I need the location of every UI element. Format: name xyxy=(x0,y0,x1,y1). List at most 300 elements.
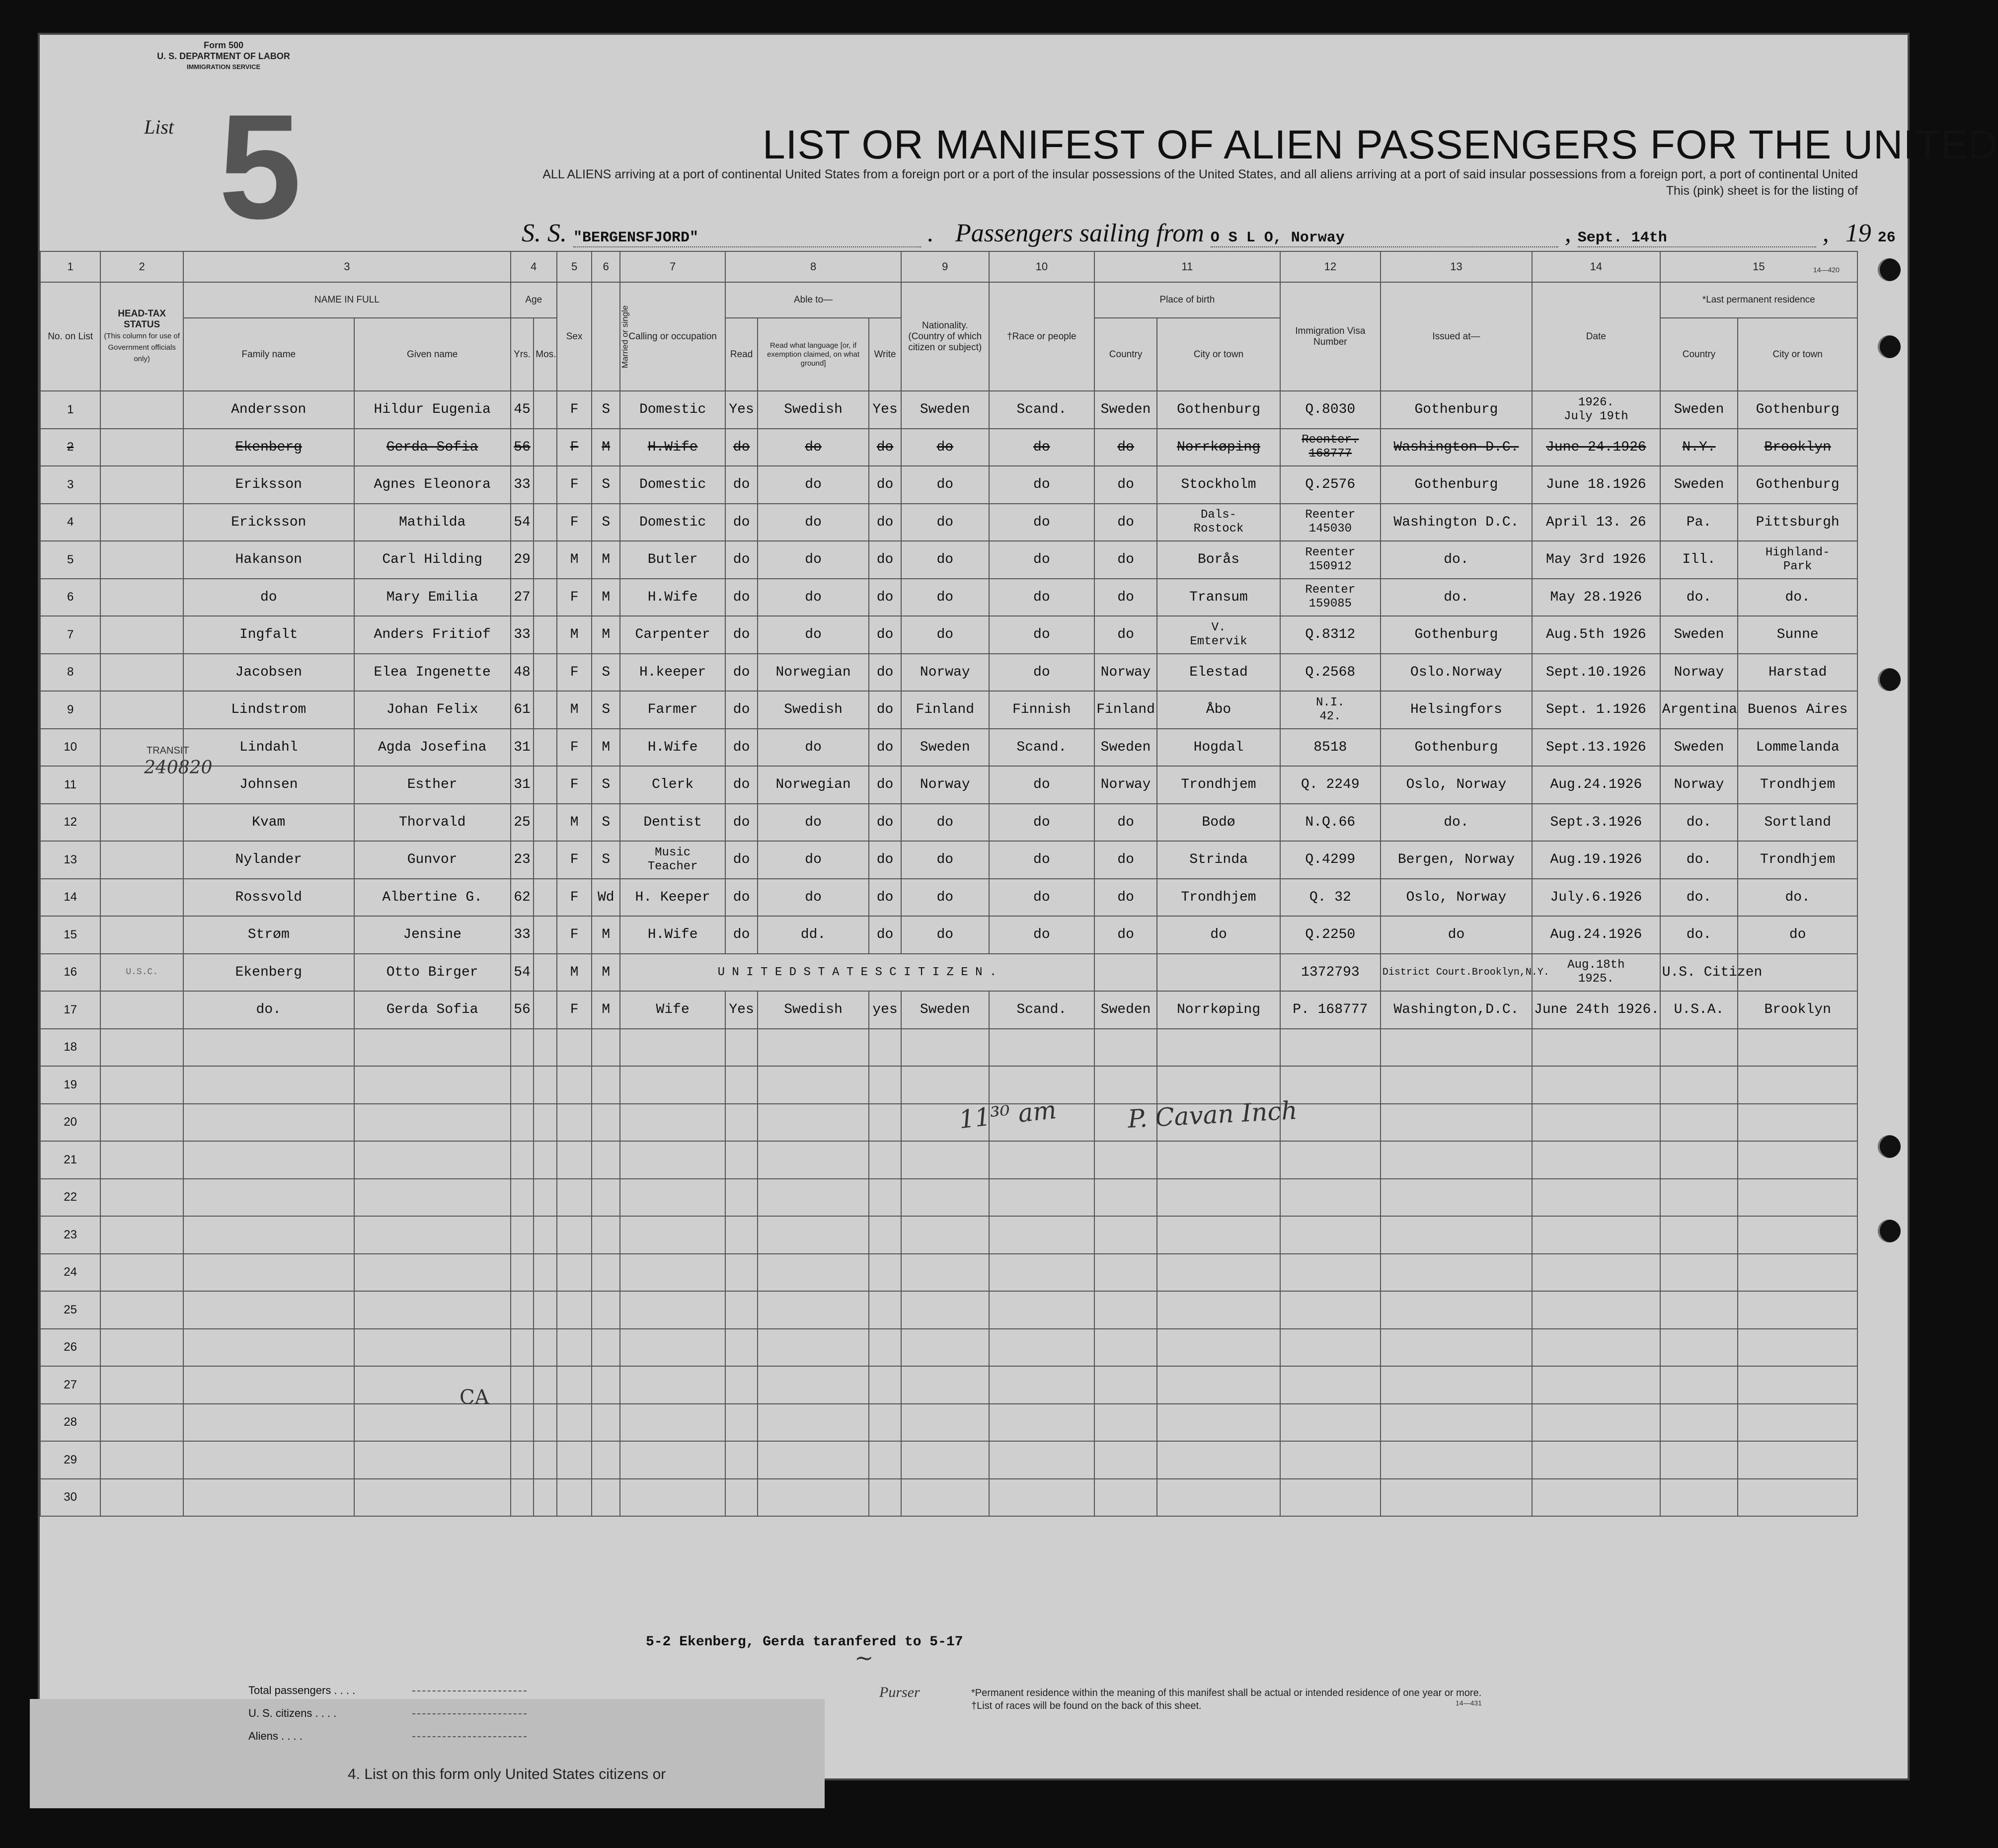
row-number-cell: 18 xyxy=(40,1029,100,1067)
nationality-cell xyxy=(901,1141,989,1179)
residence-country-cell: U.S. Citizen xyxy=(1660,954,1738,992)
read-cell: do xyxy=(725,654,758,692)
manifest-rows xyxy=(40,391,1857,1516)
read-cell xyxy=(725,1329,758,1367)
issued-at-cell: Gothenburg xyxy=(1381,616,1532,654)
residence-country-cell: Sweden xyxy=(1660,466,1738,504)
visa-date-cell: May 28.1926 xyxy=(1532,579,1660,616)
family-name-cell: Strøm xyxy=(183,916,354,954)
age-yrs-cell: 31 xyxy=(511,766,534,804)
age-mos-cell xyxy=(534,579,556,616)
sex-cell: F xyxy=(557,841,592,879)
col-num: 13 xyxy=(1381,251,1532,282)
visa-date-text: Aug.18th 1925. xyxy=(1567,958,1625,986)
age-mos-cell xyxy=(534,691,556,729)
read-cell: do xyxy=(725,616,758,654)
birth-country-cell: do xyxy=(1094,541,1157,579)
given-name-cell: Hildur Eugenia xyxy=(354,391,511,429)
nationality-cell: do xyxy=(901,616,989,654)
issued-at-cell: Helsingfors xyxy=(1381,691,1532,729)
age-yrs-cell: 56 xyxy=(511,429,534,466)
birth-city-cell: Stockholm xyxy=(1157,466,1280,504)
head-tax-cell xyxy=(100,391,183,429)
header-yrs: Yrs. xyxy=(511,318,534,391)
occupation-cell: H.Wife xyxy=(620,916,725,954)
read-cell: do xyxy=(725,916,758,954)
age-mos-cell xyxy=(534,916,556,954)
issued-at-cell: Oslo, Norway xyxy=(1381,879,1532,917)
write-cell xyxy=(869,1254,901,1292)
visa-date-cell xyxy=(1532,1366,1660,1404)
subtitle-line2: This (pink) sheet is for the listing of xyxy=(1666,184,1858,198)
family-name-cell: Ekenberg xyxy=(183,954,354,992)
birth-city-cell: Trondhjem xyxy=(1157,766,1280,804)
row-number-cell: 6 xyxy=(40,579,100,616)
read-cell xyxy=(725,1254,758,1292)
residence-city-cell: Sunne xyxy=(1738,616,1857,654)
read-cell: do xyxy=(725,804,758,842)
visa-number-cell: Q.2568 xyxy=(1280,654,1381,692)
row-number-cell: 28 xyxy=(40,1404,100,1442)
read-cell: do xyxy=(725,691,758,729)
family-name-cell: Jacobsen xyxy=(183,654,354,692)
write-cell xyxy=(869,1479,901,1517)
occupation-text: Music Teacher xyxy=(647,846,698,873)
read-cell xyxy=(725,1366,758,1404)
birth-city-cell xyxy=(1157,1179,1280,1217)
birth-city-cell: Elestad xyxy=(1157,654,1280,692)
read-cell: Yes xyxy=(725,391,758,429)
residence-city-cell: Sortland xyxy=(1738,804,1857,842)
visa-date-cell: July.6.1926 xyxy=(1532,879,1660,917)
issued-at-cell: Oslo, Norway xyxy=(1381,766,1532,804)
marital-cell xyxy=(592,1479,620,1517)
race-cell: Finnish xyxy=(989,691,1094,729)
header-name-in-full: NAME IN FULL xyxy=(183,282,511,318)
write-cell: do xyxy=(869,729,901,767)
visa-date-cell xyxy=(1532,1291,1660,1329)
handwritten-signature: P. Cavan Inch xyxy=(1127,1096,1298,1134)
race-cell: do xyxy=(989,541,1094,579)
header-read-language: Read what language [or, if exemption claimed, on what ground] xyxy=(758,318,869,391)
occupation-cell: Dentist xyxy=(620,804,725,842)
head-tax-cell xyxy=(100,1404,183,1442)
table-row xyxy=(40,729,1857,767)
read-cell: Yes xyxy=(725,991,758,1029)
visa-number-cell: Q. 2249 xyxy=(1280,766,1381,804)
form-code-top: 14—420 xyxy=(1813,266,1840,274)
birth-country-cell xyxy=(1094,1479,1157,1517)
given-name-cell xyxy=(354,1291,511,1329)
language-cell: Swedish xyxy=(758,691,869,729)
header-date: Date xyxy=(1532,282,1660,391)
marital-cell: S xyxy=(592,691,620,729)
visa-number-cell xyxy=(1280,1141,1381,1179)
visa-number-cell xyxy=(1280,1404,1381,1442)
col-num: 5 xyxy=(557,251,592,282)
race-cell xyxy=(989,1291,1094,1329)
head-tax-cell xyxy=(100,541,183,579)
table-row xyxy=(40,616,1857,654)
visa-number-cell xyxy=(1280,579,1381,616)
read-cell xyxy=(725,1141,758,1179)
table-row xyxy=(40,429,1857,466)
birth-country-cell: do xyxy=(1094,504,1157,541)
read-cell xyxy=(725,1291,758,1329)
write-cell: do xyxy=(869,466,901,504)
visa-date-cell xyxy=(1532,1179,1660,1217)
birth-country-cell xyxy=(1094,1291,1157,1329)
language-cell xyxy=(758,1066,869,1104)
visa-number-cell: 1372793 xyxy=(1280,954,1381,992)
residence-city-cell xyxy=(1738,1216,1857,1254)
birth-city-cell xyxy=(1157,1141,1280,1179)
binder-hole xyxy=(1878,668,1901,691)
head-tax-cell xyxy=(100,879,183,917)
visa-date-cell: Sept.3.1926 xyxy=(1532,804,1660,842)
given-name-cell xyxy=(354,1141,511,1179)
given-name-cell xyxy=(354,1104,511,1142)
occupation-cell xyxy=(620,1066,725,1104)
age-mos-cell xyxy=(534,1404,556,1442)
residence-city-cell xyxy=(1738,1479,1857,1517)
given-name-cell xyxy=(354,1404,511,1442)
birth-city-cell xyxy=(1157,1441,1280,1479)
visa-date-cell: Aug.24.1926 xyxy=(1532,766,1660,804)
family-name-cell xyxy=(183,1029,354,1067)
issued-at-cell: do. xyxy=(1381,579,1532,616)
family-name-cell xyxy=(183,1441,354,1479)
issued-at-cell xyxy=(1381,1066,1532,1104)
family-name-cell: Hakanson xyxy=(183,541,354,579)
visa-date-cell: June 18.1926 xyxy=(1532,466,1660,504)
birth-country-cell xyxy=(1094,1254,1157,1292)
marital-cell: Wd xyxy=(592,879,620,917)
bottom-instruction: 4. List on this form only United States citizens or xyxy=(348,1766,666,1782)
visa-date-cell: June 24th 1926. xyxy=(1532,991,1660,1029)
visa-number-cell xyxy=(1280,1179,1381,1217)
sex-cell: M xyxy=(557,616,592,654)
row-number-cell: 19 xyxy=(40,1066,100,1104)
residence-country-cell: Argentina xyxy=(1660,691,1738,729)
occupation-cell xyxy=(620,1441,725,1479)
residence-city-cell xyxy=(1738,1104,1857,1142)
family-name-cell: Ekenberg xyxy=(183,429,354,466)
write-cell xyxy=(869,1366,901,1404)
occupation-cell xyxy=(620,1216,725,1254)
sex-cell: F xyxy=(557,879,592,917)
age-yrs-cell: 27 xyxy=(511,579,534,616)
header-res-country: Country xyxy=(1660,318,1738,391)
birth-country-cell: do xyxy=(1094,916,1157,954)
language-cell: do xyxy=(758,841,869,879)
occupation-cell xyxy=(620,1104,725,1142)
read-cell xyxy=(725,1216,758,1254)
sex-cell: F xyxy=(557,391,592,429)
given-name-cell: Elea Ingenette xyxy=(354,654,511,692)
issued-at-cell: do xyxy=(1381,916,1532,954)
read-cell: do xyxy=(725,766,758,804)
nationality-cell: do xyxy=(901,841,989,879)
family-name-cell: Eriksson xyxy=(183,466,354,504)
header-res-city: City or town xyxy=(1738,318,1857,391)
occupation-cell xyxy=(620,1141,725,1179)
year-prefix: 19 xyxy=(1845,219,1871,247)
age-mos-cell xyxy=(534,504,556,541)
birth-country-cell: Sweden xyxy=(1094,729,1157,767)
marital-cell xyxy=(592,1404,620,1442)
visa-number-cell: Q.8030 xyxy=(1280,391,1381,429)
head-tax-cell xyxy=(100,841,183,879)
given-name-cell: Mary Emilia xyxy=(354,579,511,616)
form-number: Form 500 xyxy=(203,40,244,50)
birth-city-cell: Åbo xyxy=(1157,691,1280,729)
nationality-cell: Norway xyxy=(901,766,989,804)
nationality-cell xyxy=(901,1404,989,1442)
birth-country-cell xyxy=(1094,1141,1157,1179)
table-row xyxy=(40,766,1857,804)
age-mos-cell xyxy=(534,1254,556,1292)
header-nationality: Nationality. (Country of which citizen or subject) xyxy=(901,282,989,391)
age-yrs-cell: 23 xyxy=(511,841,534,879)
birth-country-cell: do xyxy=(1094,879,1157,917)
col-num: 15 xyxy=(1660,251,1857,282)
age-mos-cell xyxy=(534,766,556,804)
sex-cell xyxy=(557,1066,592,1104)
row-number-cell: 30 xyxy=(40,1479,100,1517)
residence-city-cell xyxy=(1738,1029,1857,1067)
header-family-name: Family name xyxy=(183,318,354,391)
age-yrs-cell xyxy=(511,1254,534,1292)
family-name-cell xyxy=(183,1216,354,1254)
residence-city-cell: do. xyxy=(1738,579,1857,616)
sex-cell: F xyxy=(557,429,592,466)
issued-at-cell: do. xyxy=(1381,541,1532,579)
occupation-cell xyxy=(620,1329,725,1367)
read-cell: do xyxy=(725,879,758,917)
birth-country-cell: Finland xyxy=(1094,691,1157,729)
column-number-row xyxy=(40,251,1857,282)
language-cell: do xyxy=(758,729,869,767)
col-num: 7 xyxy=(620,251,725,282)
table-row xyxy=(40,1254,1857,1292)
write-cell: yes xyxy=(869,991,901,1029)
birth-country-cell xyxy=(1094,1366,1157,1404)
header-write: Write xyxy=(869,318,901,391)
head-tax-cell xyxy=(100,1104,183,1142)
age-mos-cell xyxy=(534,841,556,879)
issued-at-cell xyxy=(1381,1179,1532,1217)
race-cell xyxy=(989,1441,1094,1479)
row-number-cell: 17 xyxy=(40,991,100,1029)
given-name-cell: Otto Birger xyxy=(354,954,511,992)
language-cell xyxy=(758,1291,869,1329)
visa-number-text: Reenter. 168777 xyxy=(1302,433,1359,461)
residence-city-cell: Gothenburg xyxy=(1738,391,1857,429)
marital-cell: S xyxy=(592,466,620,504)
race-cell: Scand. xyxy=(989,391,1094,429)
given-name-cell: Esther xyxy=(354,766,511,804)
visa-number-cell: Q.2250 xyxy=(1280,916,1381,954)
row-number-cell: 7 xyxy=(40,616,100,654)
col-num: 10 xyxy=(989,251,1094,282)
visa-number-cell: 8518 xyxy=(1280,729,1381,767)
head-tax-cell xyxy=(100,991,183,1029)
year-suffix: 26 xyxy=(1877,230,1896,246)
birth-city-cell xyxy=(1157,1254,1280,1292)
visa-number-text: Reenter 150912 xyxy=(1305,545,1356,573)
head-tax-cell xyxy=(100,804,183,842)
residence-city-cell xyxy=(1738,541,1857,579)
visa-number-cell: N.Q.66 xyxy=(1280,804,1381,842)
residence-country-cell xyxy=(1660,1291,1738,1329)
header-calling: Calling or occupation xyxy=(620,282,725,391)
language-cell xyxy=(758,1366,869,1404)
read-cell: do xyxy=(725,579,758,616)
purser-label: Purser xyxy=(879,1684,920,1700)
departure-port: O S L O, Norway xyxy=(1211,230,1558,247)
row-number-cell: 24 xyxy=(40,1254,100,1292)
row-number-cell: 20 xyxy=(40,1104,100,1142)
family-name-cell: Nylander xyxy=(183,841,354,879)
birth-city-cell: Gothenburg xyxy=(1157,391,1280,429)
row-number-cell: 10 xyxy=(40,729,100,767)
manifest-table-wrap xyxy=(40,251,1858,1517)
marital-cell xyxy=(592,1066,620,1104)
sex-cell xyxy=(557,1329,592,1367)
row-number-cell: 23 xyxy=(40,1216,100,1254)
row-number-cell: 16 xyxy=(40,954,100,992)
sex-cell: F xyxy=(557,466,592,504)
footnotes xyxy=(971,1687,1481,1712)
sex-cell: M xyxy=(557,691,592,729)
language-cell xyxy=(758,1404,869,1442)
residence-country-cell: do. xyxy=(1660,579,1738,616)
issued-at-cell: Washington D.C. xyxy=(1381,429,1532,466)
table-row xyxy=(40,954,1857,992)
visa-date-cell xyxy=(1532,1441,1660,1479)
residence-country-cell: do. xyxy=(1660,841,1738,879)
write-cell: do xyxy=(869,579,901,616)
write-cell xyxy=(869,1404,901,1442)
nationality-cell xyxy=(901,1366,989,1404)
race-cell: do xyxy=(989,579,1094,616)
age-mos-cell xyxy=(534,1441,556,1479)
nationality-cell: Sweden xyxy=(901,391,989,429)
residence-country-cell xyxy=(1660,1141,1738,1179)
birth-city-cell: Transum xyxy=(1157,579,1280,616)
nationality-cell: do xyxy=(901,429,989,466)
given-name-cell xyxy=(354,1441,511,1479)
race-cell: do xyxy=(989,504,1094,541)
row-number-cell: 5 xyxy=(40,541,100,579)
footer-form-code: 14—431 xyxy=(1456,1699,1482,1707)
aliens-label: Aliens . . . . xyxy=(248,1730,303,1742)
occupation-cell: H.keeper xyxy=(620,654,725,692)
race-cell: do xyxy=(989,916,1094,954)
visa-date-cell xyxy=(1532,1404,1660,1442)
visa-number-cell xyxy=(1280,1291,1381,1329)
age-mos-cell xyxy=(534,1216,556,1254)
issued-at-cell: Washington D.C. xyxy=(1381,504,1532,541)
read-cell xyxy=(725,1441,758,1479)
row-number-cell: 22 xyxy=(40,1179,100,1217)
marital-cell xyxy=(592,1441,620,1479)
visa-date-cell: June 24.1926 xyxy=(1532,429,1660,466)
totals-block xyxy=(248,1679,527,1748)
family-name-cell: Kvam xyxy=(183,804,354,842)
col-num: 6 xyxy=(592,251,620,282)
visa-number-cell: Q. 32 xyxy=(1280,879,1381,917)
birth-city-cell: Trondhjem xyxy=(1157,879,1280,917)
age-mos-cell xyxy=(534,804,556,842)
nationality-cell xyxy=(901,1066,989,1104)
issued-at-cell: Bergen, Norway xyxy=(1381,841,1532,879)
read-cell xyxy=(725,1066,758,1104)
read-cell: do xyxy=(725,541,758,579)
row-number-cell: 13 xyxy=(40,841,100,879)
language-cell: do xyxy=(758,504,869,541)
row-number-cell: 12 xyxy=(40,804,100,842)
given-name-cell: Jensine xyxy=(354,916,511,954)
visa-number-text: Reenter 145030 xyxy=(1305,508,1356,536)
residence-country-cell xyxy=(1660,1479,1738,1517)
visa-date-cell: Sept.13.1926 xyxy=(1532,729,1660,767)
read-cell xyxy=(725,1479,758,1517)
marital-cell: S xyxy=(592,391,620,429)
age-mos-cell xyxy=(534,1291,556,1329)
given-name-cell xyxy=(354,1254,511,1292)
col-num: 8 xyxy=(725,251,901,282)
col-num: 2 xyxy=(100,251,183,282)
birth-country-cell: Sweden xyxy=(1094,991,1157,1029)
age-mos-cell xyxy=(534,654,556,692)
birth-city-cell xyxy=(1157,616,1280,654)
visa-number-cell: Q.4299 xyxy=(1280,841,1381,879)
visa-date-cell: Sept. 1.1926 xyxy=(1532,691,1660,729)
issued-at-cell xyxy=(1381,1441,1532,1479)
nationality-cell xyxy=(901,1254,989,1292)
language-cell xyxy=(758,1479,869,1517)
table-row xyxy=(40,991,1857,1029)
table-row xyxy=(40,1329,1857,1367)
table-row xyxy=(40,1366,1857,1404)
residence-country-cell: Norway xyxy=(1660,654,1738,692)
residence-country-cell xyxy=(1660,1366,1738,1404)
write-cell: do xyxy=(869,654,901,692)
header-visa-number: Immigration Visa Number xyxy=(1280,282,1381,391)
binder-hole xyxy=(1878,1220,1901,1242)
visa-number-cell: Q.8312 xyxy=(1280,616,1381,654)
age-mos-cell xyxy=(534,1479,556,1517)
race-cell xyxy=(989,1329,1094,1367)
sex-cell: F xyxy=(557,654,592,692)
given-name-cell: Johan Felix xyxy=(354,691,511,729)
residence-city-cell: Buenos Aires xyxy=(1738,691,1857,729)
age-mos-cell xyxy=(534,729,556,767)
given-name-cell xyxy=(354,1179,511,1217)
family-name-cell xyxy=(183,1404,354,1442)
language-cell xyxy=(758,1441,869,1479)
footnote-races: †List of races will be found on the back of this sheet. xyxy=(971,1700,1202,1711)
form-service: IMMIGRATION SERVICE xyxy=(186,63,261,71)
header-place-of-birth: Place of birth xyxy=(1094,282,1280,318)
occupation-cell: Wife xyxy=(620,991,725,1029)
subtitle-line1: ALL ALIENS arriving at a port of continental United States from a foreign port or a port of the insular possessions of the United States, and all aliens arriving at a port of said insular possessions from a foreign port, a port of continental United xyxy=(542,167,1858,181)
write-cell xyxy=(869,1291,901,1329)
visa-number-cell xyxy=(1280,1366,1381,1404)
given-name-cell: Carl Hilding xyxy=(354,541,511,579)
